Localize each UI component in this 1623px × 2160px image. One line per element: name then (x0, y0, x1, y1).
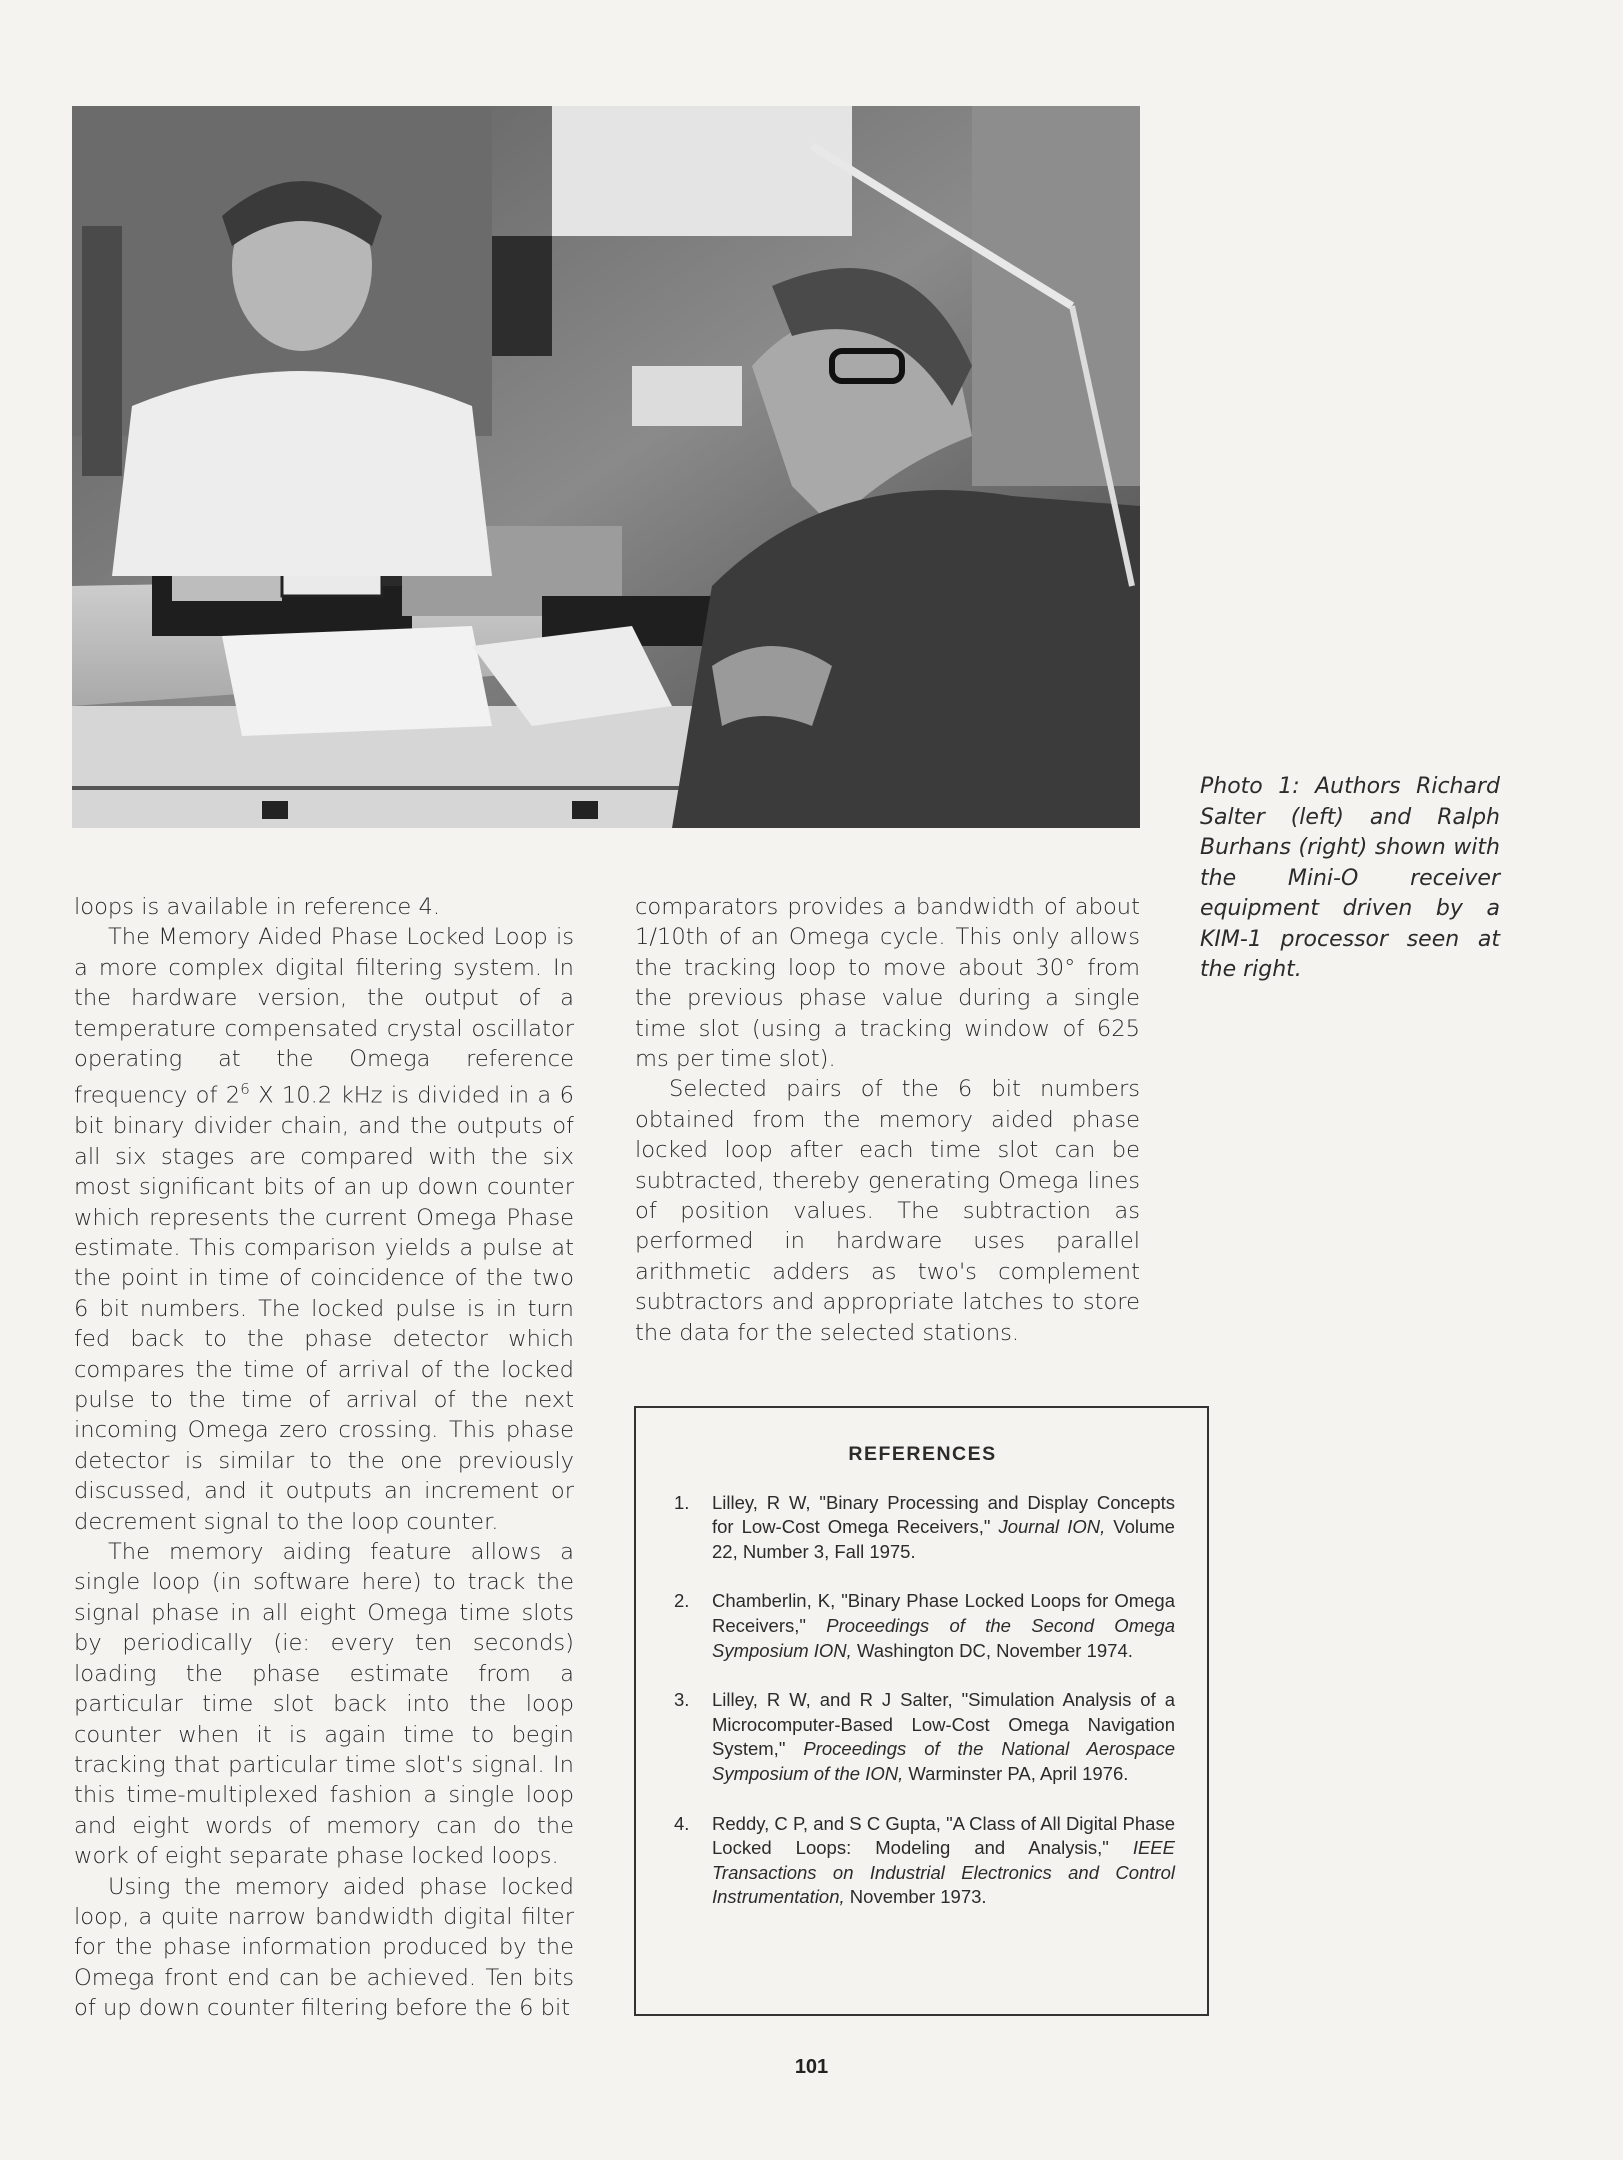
reference-number: 1. (674, 1491, 690, 1513)
reference-authors: Lilley, R W, "Binary Processing and Display Concepts for Low-Cost Omega Receivers," (712, 1491, 1175, 1538)
paragraph: Selected pairs of the 6 bit numbers obtained from the memory aided phase locked loop after each time slot can be subtracted, thereby generating Omega lines of position values. The subtraction as performed in hardware uses parallel arithmetic adders as two's complement subtractors and appropriate latches to store the data for the selected stations. (635, 1076, 1140, 1346)
photo-caption: Photo 1: Authors Richard Salter (left) and Ralph Burhans (right) shown with the Mini-O receiver equipment driven by a KIM-1 processor seen at the right. (1200, 774, 1500, 982)
reference-source: Journal ION, (998, 1516, 1106, 1538)
reference-source: Proceedings of the National Aerospace Symposium of the ION, (712, 1738, 1175, 1784)
paragraph (74, 922, 574, 1537)
reference-source: Proceedings of the Second Omega Symposium ION, (712, 1614, 1175, 1661)
superscript-exponent: 6 (240, 1080, 250, 1099)
reference-details: Warminster PA, April 1976. (903, 1762, 1129, 1784)
reference-item (670, 1812, 1175, 1910)
reference-details: Volume 22, Number 3, Fall 1975. (712, 1516, 1175, 1562)
page-number: 101 (794, 2056, 829, 2078)
reference-number: 4. (674, 1812, 690, 1834)
reference-details: November 1973. (844, 1886, 987, 1908)
reference-item (670, 1491, 1175, 1565)
reference-details: Washington DC, November 1974. (851, 1639, 1133, 1661)
reference-number: 2. (674, 1590, 690, 1612)
reference-text (712, 1688, 1175, 1786)
reference-authors: Lilley, R W, and R J Salter, "Simulation Analysis of a Microcomputer-Based Low-Cost Omega Navigation System," (712, 1689, 1175, 1760)
paragraph: Using the memory aided phase locked loop, a quite narrow bandwidth digital filter for the phase information produced by the Omega front end can be achieved. Ten bits of up down counter filtering before the 6 bit (74, 1873, 574, 2022)
text-column-right (635, 892, 1140, 1348)
reference-item (670, 1589, 1175, 1663)
reference-text (712, 1589, 1175, 1663)
reference-text (712, 1812, 1175, 1910)
paragraph: comparators provides a bandwidth of about 1/10th of an Omega cycle. This only allows the tracking loop to move about 30° from the previous phase value during a single time slot (using a tracking window of 625 ms per time slot). (635, 894, 1140, 1073)
paragraph-text: X 10.2 kHz is divided in a 6 bit binary divider chain, and the outputs of all six stages are compared with the six most significant bits of an up down counter which represents the current Omega Phase estimate. This comparison yields a pulse at the point in time of coincidence of the two 6 bit numbers. The locked pulse is in turn fed back to the phase detector which compares the time of arrival of the locked pulse to the time of arrival of the next incoming Omega zero crossing. This phase detector is similar to the one previously discussed, and it outputs an increment or decrement signal to the loop counter. (74, 1082, 574, 1535)
reference-source: IEEE Transactions on Industrial Electronics and Control Instrumentation, (712, 1837, 1175, 1908)
photo-illustration (72, 106, 1140, 828)
paragraph-text: The Memory Aided Phase Locked Loop is a more complex digital filtering system. In the hardware version, the output of a temperature compensated crystal oscillator operating at the Omega reference frequency of 2 (74, 924, 574, 1109)
text-column-left (74, 892, 574, 2024)
photo-authors (72, 106, 1140, 828)
reference-authors: Reddy, C P, and S C Gupta, "A Class of All Digital Phase Locked Loops: Modeling and Analysis," (712, 1812, 1175, 1859)
reference-text (712, 1491, 1175, 1565)
reference-item (670, 1688, 1175, 1786)
reference-number: 3. (674, 1689, 690, 1711)
paragraph: loops is available in reference 4. (74, 894, 441, 920)
references-title: REFERENCES (848, 1443, 997, 1465)
references-box (634, 1406, 1209, 2016)
reference-authors: Chamberlin, K, "Binary Phase Locked Loops for Omega Receivers," (712, 1590, 1175, 1636)
paragraph: The memory aiding feature allows a single loop (in software here) to track the signal phase in all eight Omega time slots by periodically (ie: every ten seconds) loading the phase estimate from a particular time slot back into the loop counter when it is again time to begin tracking that particular time slot's signal. In this time-multiplexed fashion a single loop and eight words of memory can do the work of eight separate phase locked loops. (74, 1539, 574, 1870)
